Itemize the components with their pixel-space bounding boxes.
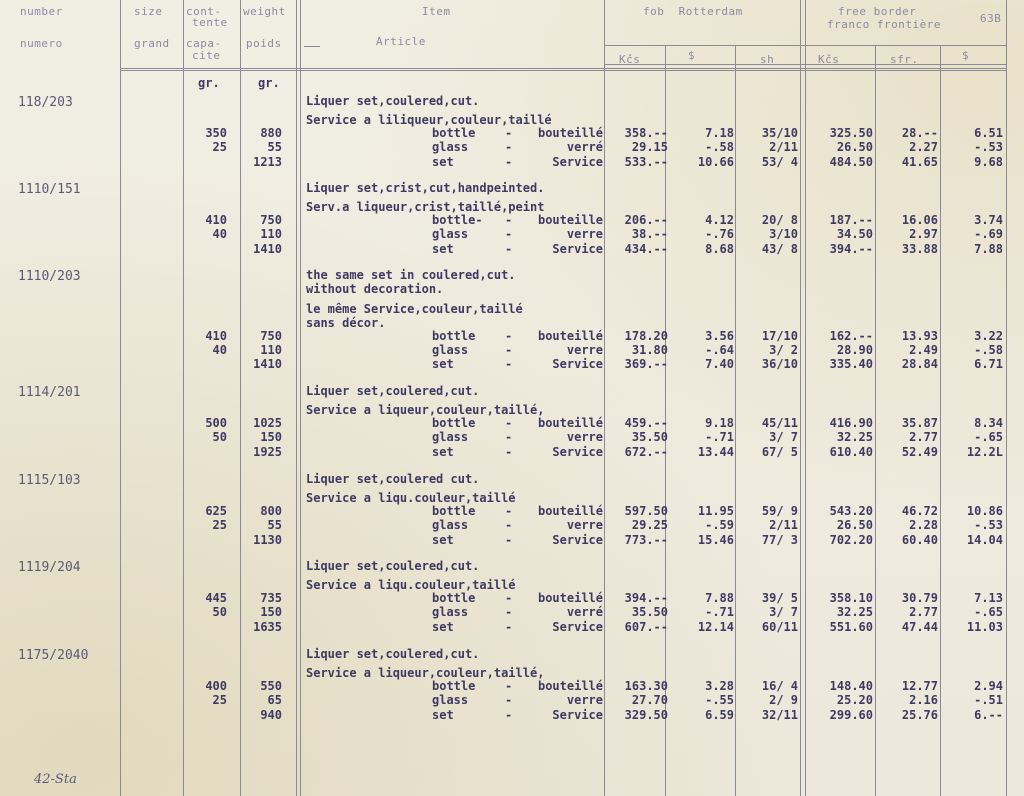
header-numero: numero: [20, 37, 63, 50]
free-border-usd-cell: 7.13: [974, 590, 1003, 605]
free-border-kcs-cell: 26.50: [836, 518, 873, 533]
fob-kcs-cell: 329.50: [624, 707, 668, 722]
content-cell: 410: [205, 328, 227, 343]
free-border-sfr-cell: 30.79: [901, 590, 938, 605]
fob-sh-cell: 67/ 5: [761, 444, 798, 459]
fob-usd-cell: 6.59: [705, 707, 734, 722]
header-rule: [604, 45, 1006, 46]
column-rule: [875, 46, 876, 796]
component-dash: -: [505, 532, 513, 547]
fob-sh-cell: 43/ 8: [761, 241, 798, 256]
component-dash: -: [505, 154, 513, 169]
content-cell: 25: [212, 693, 227, 708]
fob-sh-cell: 39/ 5: [761, 590, 798, 605]
header-franco-frontiere: franco frontière: [827, 18, 941, 31]
content-cell: 40: [212, 343, 227, 357]
content-cell: 410: [205, 212, 227, 227]
article-number: 118/203: [18, 95, 73, 110]
header-capacity-cont: cite: [192, 49, 221, 62]
fob-sh-cell: 35/10: [761, 125, 798, 140]
component-name-en: bottle: [432, 678, 476, 693]
fob-kcs-cell: 533.--: [624, 154, 668, 169]
weight-cell: 1410: [253, 241, 282, 256]
weight-cell: 750: [260, 212, 282, 227]
column-rule: [1006, 0, 1007, 796]
article-number: 1115/103: [18, 473, 81, 488]
free-border-usd-cell: 10.86: [966, 503, 1003, 518]
free-border-kcs-cell: 25.20: [836, 693, 873, 708]
weight-cell: 880: [260, 125, 282, 140]
fob-kcs-cell: 29.25: [631, 518, 668, 533]
currency-label: Kčs: [619, 53, 641, 66]
free-border-sfr-cell: 13.93: [901, 328, 938, 343]
component-name-fr: verre: [566, 343, 603, 357]
content-cell: 25: [212, 518, 227, 533]
free-border-sfr-cell: 2.49: [909, 343, 938, 357]
free-border-kcs-cell: 162.--: [829, 328, 873, 343]
fob-usd-cell: 7.88: [705, 590, 734, 605]
fob-kcs-cell: 35.50: [631, 430, 668, 445]
header-contents-cont: tente: [192, 16, 228, 29]
weight-cell: 940: [260, 707, 282, 722]
component-name-en: set: [432, 241, 454, 256]
header-poids: poids: [246, 37, 282, 50]
free-border-sfr-cell: 2.77: [909, 605, 938, 620]
free-border-usd-cell: -.69: [974, 227, 1003, 242]
component-name-en: bottle-: [432, 212, 483, 227]
free-border-usd-cell: 11.03: [966, 619, 1003, 634]
fob-sh-cell: 36/10: [761, 357, 798, 372]
component-dash: -: [505, 227, 513, 242]
header-size: size: [134, 5, 163, 18]
column-rule: [183, 0, 184, 796]
content-cell: 50: [212, 605, 227, 620]
free-border-usd-cell: 8.34: [974, 415, 1003, 430]
fob-kcs-cell: 178.20: [624, 328, 668, 343]
free-border-sfr-cell: 41.65: [901, 154, 938, 169]
free-border-usd-cell: -.58: [974, 343, 1003, 357]
item-title-fr: Service a liqu.couleur,taillé: [306, 491, 516, 506]
header-rule: [120, 70, 1006, 71]
currency-label: sfr.: [890, 53, 919, 66]
component-dash: -: [505, 619, 513, 634]
item-title-fr: Service a liqu.couleur,taillé: [306, 578, 516, 593]
fob-usd-cell: 12.14: [697, 619, 734, 634]
free-border-kcs-cell: 148.40: [829, 678, 873, 693]
weight-cell: 1410: [253, 357, 282, 372]
component-name-en: glass: [432, 430, 469, 445]
header-number: number: [20, 5, 63, 18]
weight-cell: 735: [260, 590, 282, 605]
free-border-kcs-cell: 34.50: [836, 227, 873, 242]
fob-kcs-cell: 459.--: [624, 415, 668, 430]
header-article: Article: [376, 35, 426, 48]
fob-usd-cell: 3.56: [705, 328, 734, 343]
fob-usd-cell: -.71: [705, 430, 734, 445]
content-cell: 50: [212, 430, 227, 445]
content-cell: 40: [212, 227, 227, 242]
fob-kcs-cell: 27.70: [631, 693, 668, 708]
component-name-fr: Service: [552, 444, 603, 459]
item-title-en: Liquer set,coulered,cut.: [306, 94, 480, 108]
fob-usd-cell: 7.18: [705, 125, 734, 140]
column-rule: [940, 46, 941, 796]
free-border-sfr-cell: 35.87: [901, 415, 938, 430]
header-corner-mark: 63B: [980, 12, 1002, 25]
free-border-sfr-cell: 25.76: [901, 707, 938, 722]
free-border-usd-cell: 6.--: [974, 707, 1003, 722]
free-border-kcs-cell: 299.60: [829, 707, 873, 722]
fob-usd-cell: -.58: [705, 140, 734, 155]
item-title-en: without decoration.: [306, 282, 444, 297]
component-name-fr: verre: [566, 693, 603, 708]
component-dash: -: [505, 693, 513, 708]
column-rule: [240, 0, 241, 796]
component-name-fr: verre: [566, 430, 603, 445]
fob-usd-cell: -.55: [705, 693, 734, 708]
fob-sh-cell: 77/ 3: [761, 532, 798, 547]
header-rule: [120, 68, 1006, 69]
fob-sh-cell: 3/10: [769, 227, 798, 242]
content-cell: 25: [212, 140, 227, 155]
component-name-fr: bouteillé: [537, 503, 603, 518]
fob-usd-cell: 7.40: [705, 357, 734, 372]
column-rule: [120, 0, 121, 796]
item-title-en: Liquer set,coulered,cut.: [306, 559, 480, 573]
free-border-kcs-cell: 32.25: [836, 430, 873, 445]
article-number: 1110/151: [18, 182, 81, 197]
article-number: 1114/201: [18, 385, 81, 400]
free-border-usd-cell: 2.94: [974, 678, 1003, 693]
item-title-fr: sans décor.: [306, 316, 386, 331]
fob-usd-cell: 4.12: [705, 212, 734, 227]
free-border-kcs-cell: 325.50: [829, 125, 873, 140]
weight-cell: 750: [260, 328, 282, 343]
item-title-fr: Service a liliqueur,couleur,taillé: [306, 113, 552, 128]
fob-kcs-cell: 358.--: [624, 125, 668, 140]
item-title-en: Liquer set,crist,cut,handpeinted.: [306, 181, 545, 195]
free-border-sfr-cell: 2.77: [909, 430, 938, 445]
item-title-fr: Service a liqueur,couleur,taillé,: [306, 403, 545, 418]
free-border-sfr-cell: 2.16: [909, 693, 938, 708]
free-border-kcs-cell: 358.10: [829, 590, 873, 605]
weight-cell: 110: [260, 343, 282, 357]
fob-kcs-cell: 607.--: [624, 619, 668, 634]
fob-kcs-cell: 206.--: [624, 212, 668, 227]
free-border-kcs-cell: 702.20: [829, 532, 873, 547]
fob-usd-cell: 13.44: [697, 444, 734, 459]
component-dash: -: [505, 125, 513, 140]
handwritten-note: 42-Sta: [34, 772, 77, 787]
fob-usd-cell: -.71: [705, 605, 734, 620]
component-name-en: glass: [432, 343, 469, 357]
fob-sh-cell: 60/11: [761, 619, 798, 634]
free-border-sfr-cell: 16.06: [901, 212, 938, 227]
free-border-kcs-cell: 610.40: [829, 444, 873, 459]
component-name-fr: bouteillé: [537, 590, 603, 605]
component-dash: -: [505, 590, 513, 605]
header-free-border: free border: [838, 5, 917, 18]
free-border-usd-cell: 6.51: [974, 125, 1003, 140]
free-border-sfr-cell: 46.72: [901, 503, 938, 518]
free-border-sfr-cell: 12.77: [901, 678, 938, 693]
free-border-usd-cell: 14.04: [966, 532, 1003, 547]
component-name-en: set: [432, 707, 454, 722]
component-dash: -: [505, 343, 513, 357]
free-border-kcs-cell: 32.25: [836, 605, 873, 620]
component-name-en: bottle: [432, 415, 476, 430]
item-title-en: Liquer set,coulered,cut.: [306, 647, 480, 661]
weight-cell: 1925: [253, 444, 282, 459]
item-title-fr: Serv.a liqueur,crist,taillé,peint: [306, 200, 545, 215]
fob-usd-cell: 3.28: [705, 678, 734, 693]
component-dash: -: [505, 328, 513, 343]
fob-usd-cell: -.76: [705, 227, 734, 242]
free-border-kcs-cell: 28.90: [836, 343, 873, 357]
free-border-kcs-cell: 484.50: [829, 154, 873, 169]
free-border-usd-cell: -.51: [974, 693, 1003, 708]
weight-cell: 1213: [253, 154, 282, 169]
item-title-fr: le même Service,couleur,taillé: [306, 301, 523, 316]
component-name-fr: Service: [552, 707, 603, 722]
free-border-usd-cell: -.53: [974, 518, 1003, 533]
fob-kcs-cell: 434.--: [624, 241, 668, 256]
free-border-kcs-cell: 187.--: [829, 212, 873, 227]
column-rule: [604, 0, 605, 796]
article-number: 1175/2040: [18, 648, 89, 663]
component-name-en: set: [432, 619, 454, 634]
column-rule: [296, 0, 297, 796]
currency-label: Kčs: [818, 53, 840, 66]
component-name-fr: bouteille: [537, 212, 603, 227]
component-dash: -: [505, 212, 513, 227]
fob-kcs-cell: 672.--: [624, 444, 668, 459]
column-rule: [800, 0, 801, 796]
fob-kcs-cell: 773.--: [624, 532, 668, 547]
component-dash: -: [505, 518, 513, 533]
header-rule: [604, 64, 1006, 65]
component-dash: -: [505, 444, 513, 459]
fob-usd-cell: 11.95: [697, 503, 734, 518]
free-border-kcs-cell: 551.60: [829, 619, 873, 634]
fob-sh-cell: 32/11: [761, 707, 798, 722]
content-cell: 625: [205, 503, 227, 518]
free-border-sfr-cell: 60.40: [901, 532, 938, 547]
component-name-en: set: [432, 357, 454, 372]
item-title-fr: Service a liqueur,couleur,taillé,: [306, 666, 545, 681]
weight-cell: 110: [260, 227, 282, 242]
fob-sh-cell: 53/ 4: [761, 154, 798, 169]
component-name-fr: verré: [566, 140, 603, 155]
weight-cell: 1025: [253, 415, 282, 430]
content-cell: 500: [205, 415, 227, 430]
free-border-usd-cell: 6.71: [974, 357, 1003, 372]
fob-sh-cell: 3/ 2: [769, 343, 798, 357]
unit-label: gr.: [258, 76, 280, 90]
component-name-en: glass: [432, 140, 469, 155]
free-border-kcs-cell: 335.40: [829, 357, 873, 372]
component-name-fr: verre: [566, 227, 603, 242]
content-cell: 445: [205, 590, 227, 605]
free-border-usd-cell: -.65: [974, 605, 1003, 620]
fob-sh-cell: 59/ 9: [761, 503, 798, 518]
component-name-fr: bouteillé: [537, 125, 603, 140]
item-title-en: Liquer set,coulered cut.: [306, 472, 480, 486]
fob-usd-cell: -.64: [705, 343, 734, 357]
free-border-sfr-cell: 33.88: [901, 241, 938, 256]
currency-label: $: [688, 49, 696, 62]
weight-cell: 550: [260, 678, 282, 693]
fob-sh-cell: 20/ 8: [761, 212, 798, 227]
component-dash: -: [505, 430, 513, 445]
free-border-kcs-cell: 543.20: [829, 503, 873, 518]
fob-kcs-cell: 369.--: [624, 357, 668, 372]
free-border-usd-cell: -.53: [974, 140, 1003, 155]
fob-kcs-cell: 597.50: [624, 503, 668, 518]
column-rule: [735, 46, 736, 796]
component-name-en: bottle: [432, 503, 476, 518]
component-name-en: bottle: [432, 590, 476, 605]
component-name-fr: bouteillé: [537, 678, 603, 693]
free-border-kcs-cell: 394.--: [829, 241, 873, 256]
fob-usd-cell: -.59: [705, 518, 734, 533]
component-name-fr: Service: [552, 619, 603, 634]
weight-cell: 65: [267, 693, 282, 708]
free-border-usd-cell: 7.88: [974, 241, 1003, 256]
fob-usd-cell: 15.46: [697, 532, 734, 547]
weight-cell: 1635: [253, 619, 282, 634]
component-name-fr: verré: [566, 605, 603, 620]
column-rule: [805, 0, 806, 796]
free-border-sfr-cell: 2.97: [909, 227, 938, 242]
fob-usd-cell: 10.66: [697, 154, 734, 169]
free-border-sfr-cell: 28.84: [901, 357, 938, 372]
component-name-en: glass: [432, 693, 469, 708]
free-border-kcs-cell: 416.90: [829, 415, 873, 430]
currency-label: $: [962, 49, 970, 62]
fob-sh-cell: 17/10: [761, 328, 798, 343]
component-name-en: set: [432, 444, 454, 459]
component-name-fr: verre: [566, 518, 603, 533]
weight-cell: 55: [267, 518, 282, 533]
free-border-usd-cell: 9.68: [974, 154, 1003, 169]
fob-sh-cell: 3/ 7: [769, 430, 798, 445]
header-item: Item: [422, 5, 451, 18]
column-rule: [300, 0, 301, 796]
component-name-en: glass: [432, 605, 469, 620]
free-border-usd-cell: 12.2L: [966, 444, 1003, 459]
weight-cell: 150: [260, 605, 282, 620]
header-weight: weight: [243, 5, 286, 18]
free-border-sfr-cell: 2.28: [909, 518, 938, 533]
item-title-en: the same set in coulered,cut.: [306, 268, 516, 282]
component-name-en: set: [432, 532, 454, 547]
fob-kcs-cell: 29.15: [631, 140, 668, 155]
fob-sh-cell: 3/ 7: [769, 605, 798, 620]
item-title-en: Liquer set,coulered,cut.: [306, 384, 480, 398]
component-dash: -: [505, 707, 513, 722]
header-grand: grand: [134, 37, 170, 50]
fob-kcs-cell: 38.--: [631, 227, 668, 242]
component-name-fr: Service: [552, 532, 603, 547]
fob-kcs-cell: 35.50: [631, 605, 668, 620]
component-name-en: glass: [432, 518, 469, 533]
free-border-usd-cell: 3.74: [974, 212, 1003, 227]
component-dash: -: [505, 503, 513, 518]
content-cell: 350: [205, 125, 227, 140]
component-name-en: bottle: [432, 328, 476, 343]
component-dash: -: [505, 241, 513, 256]
component-name-fr: Service: [552, 357, 603, 372]
header-fob-rotterdam: fob Rotterdam: [643, 5, 743, 18]
fob-sh-cell: 2/11: [769, 140, 798, 155]
component-dash: -: [505, 678, 513, 693]
fob-kcs-cell: 163.30: [624, 678, 668, 693]
free-border-sfr-cell: 52.49: [901, 444, 938, 459]
component-dash: -: [505, 415, 513, 430]
component-name-fr: bouteillé: [537, 328, 603, 343]
weight-cell: 55: [267, 140, 282, 155]
component-dash: -: [505, 605, 513, 620]
content-cell: 400: [205, 678, 227, 693]
component-dash: -: [505, 140, 513, 155]
article-number: 1119/204: [18, 560, 81, 575]
component-name-en: set: [432, 154, 454, 169]
weight-cell: 1130: [253, 532, 282, 547]
fob-sh-cell: 16/ 4: [761, 678, 798, 693]
header-contents: cont-: [186, 5, 222, 18]
header-capacity: capa-: [186, 37, 222, 50]
fob-sh-cell: 45/11: [761, 415, 798, 430]
fob-sh-cell: 2/11: [769, 518, 798, 533]
component-name-en: glass: [432, 227, 469, 242]
fob-usd-cell: 9.18: [705, 415, 734, 430]
component-name-fr: bouteillé: [537, 415, 603, 430]
free-border-usd-cell: 3.22: [974, 328, 1003, 343]
free-border-sfr-cell: 28.--: [901, 125, 938, 140]
component-dash: -: [505, 357, 513, 372]
currency-label: sh: [760, 53, 775, 66]
free-border-usd-cell: -.65: [974, 430, 1003, 445]
article-number: 1110/203: [18, 269, 81, 284]
free-border-kcs-cell: 26.50: [836, 140, 873, 155]
fob-kcs-cell: 394.--: [624, 590, 668, 605]
free-border-sfr-cell: 47.44: [901, 619, 938, 634]
component-name-fr: Service: [552, 154, 603, 169]
weight-cell: 800: [260, 503, 282, 518]
weight-cell: 150: [260, 430, 282, 445]
header-dash: [304, 46, 320, 47]
fob-sh-cell: 2/ 9: [769, 693, 798, 708]
component-name-fr: Service: [552, 241, 603, 256]
unit-label: gr.: [198, 76, 220, 90]
component-name-en: bottle: [432, 125, 476, 140]
fob-kcs-cell: 31.80: [631, 343, 668, 357]
free-border-sfr-cell: 2.27: [909, 140, 938, 155]
fob-usd-cell: 8.68: [705, 241, 734, 256]
